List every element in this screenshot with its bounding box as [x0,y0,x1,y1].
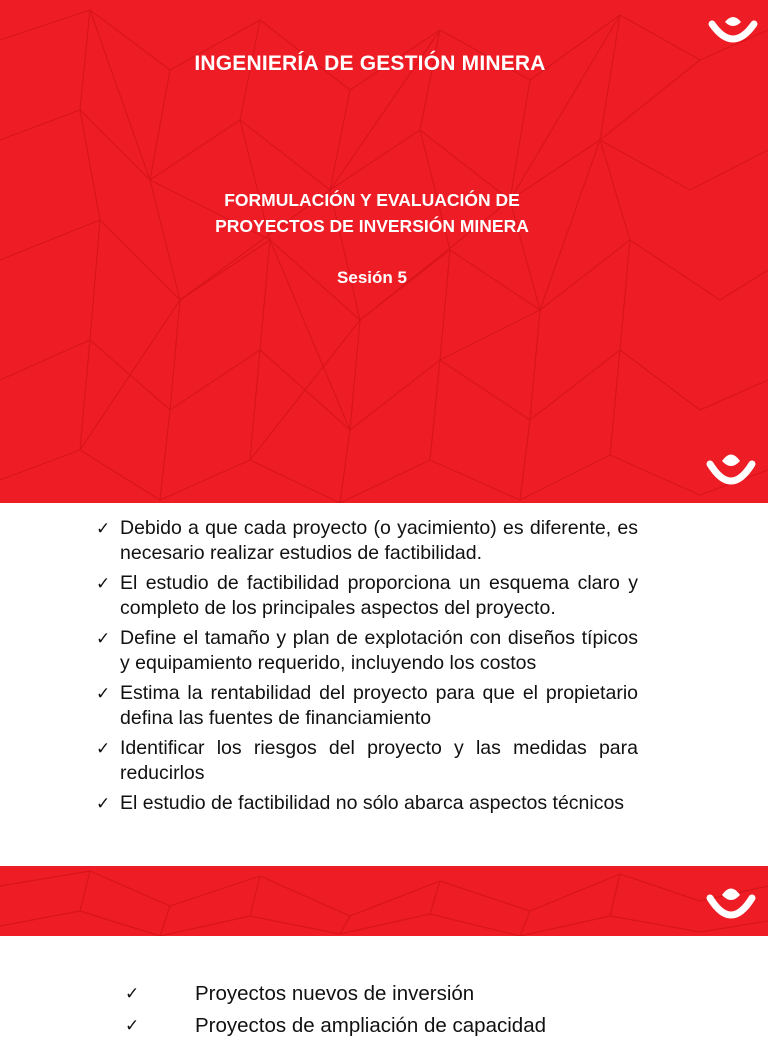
check-icon: ✓ [125,984,140,1003]
list-item-text: Debido a que cada proyecto (o yacimiento) es diferente, es necesario realizar estudios de factibilidad. [120,517,638,564]
bullet-list [96,516,638,821]
list-item [96,736,638,786]
list-item [96,571,638,621]
list-item [96,791,638,816]
course-title: INGENIERÍA DE GESTIÓN MINERA [194,52,546,75]
list-item-text: Estima la rentabilidad del proyecto para que el propietario defina las fuentes de financiamiento [120,682,638,729]
upc-logo-icon [706,10,760,50]
list-item-text: Define el tamaño y plan de explotación con diseños típicos y equipamiento requerido, incluyendo los costos [120,627,638,674]
subtitle-line-1: FORMULACIÓN Y EVALUACIÓN DE [224,190,520,210]
upc-logo-icon [704,444,758,492]
list-item-text: El estudio de factibilidad proporciona un esquema claro y completo de los principales aspectos del proyecto. [120,572,638,619]
list-item [96,516,638,566]
list-item-text: Proyectos de ampliación de capacidad [195,1014,546,1037]
upc-logo-icon [704,878,758,926]
check-icon: ✓ [96,629,111,648]
list-item [96,681,638,731]
title-slide [0,0,768,503]
list-item-text: Identificar los riesgos del proyecto y las medidas para reducirlos [120,737,638,784]
list-item-text: Proyectos nuevos de inversión [195,982,475,1005]
subtitle-line-2: PROYECTOS DE INVERSIÓN MINERA [215,216,529,236]
check-icon: ✓ [96,574,111,593]
check-icon: ✓ [96,684,111,703]
header-band-slide [0,866,768,936]
project-types-slide [0,936,768,1037]
check-icon: ✓ [96,739,111,758]
check-icon: ✓ [96,519,111,538]
check-icon: ✓ [96,794,111,813]
bullet-slide [0,503,768,866]
list-item-text: El estudio de factibilidad no sólo abarca aspectos técnicos [120,792,625,814]
session-label: Sesión 5 [337,268,407,287]
subtitle [0,187,744,239]
network-pattern-background [0,866,768,936]
list-item [96,626,638,676]
check-icon: ✓ [125,1016,140,1035]
